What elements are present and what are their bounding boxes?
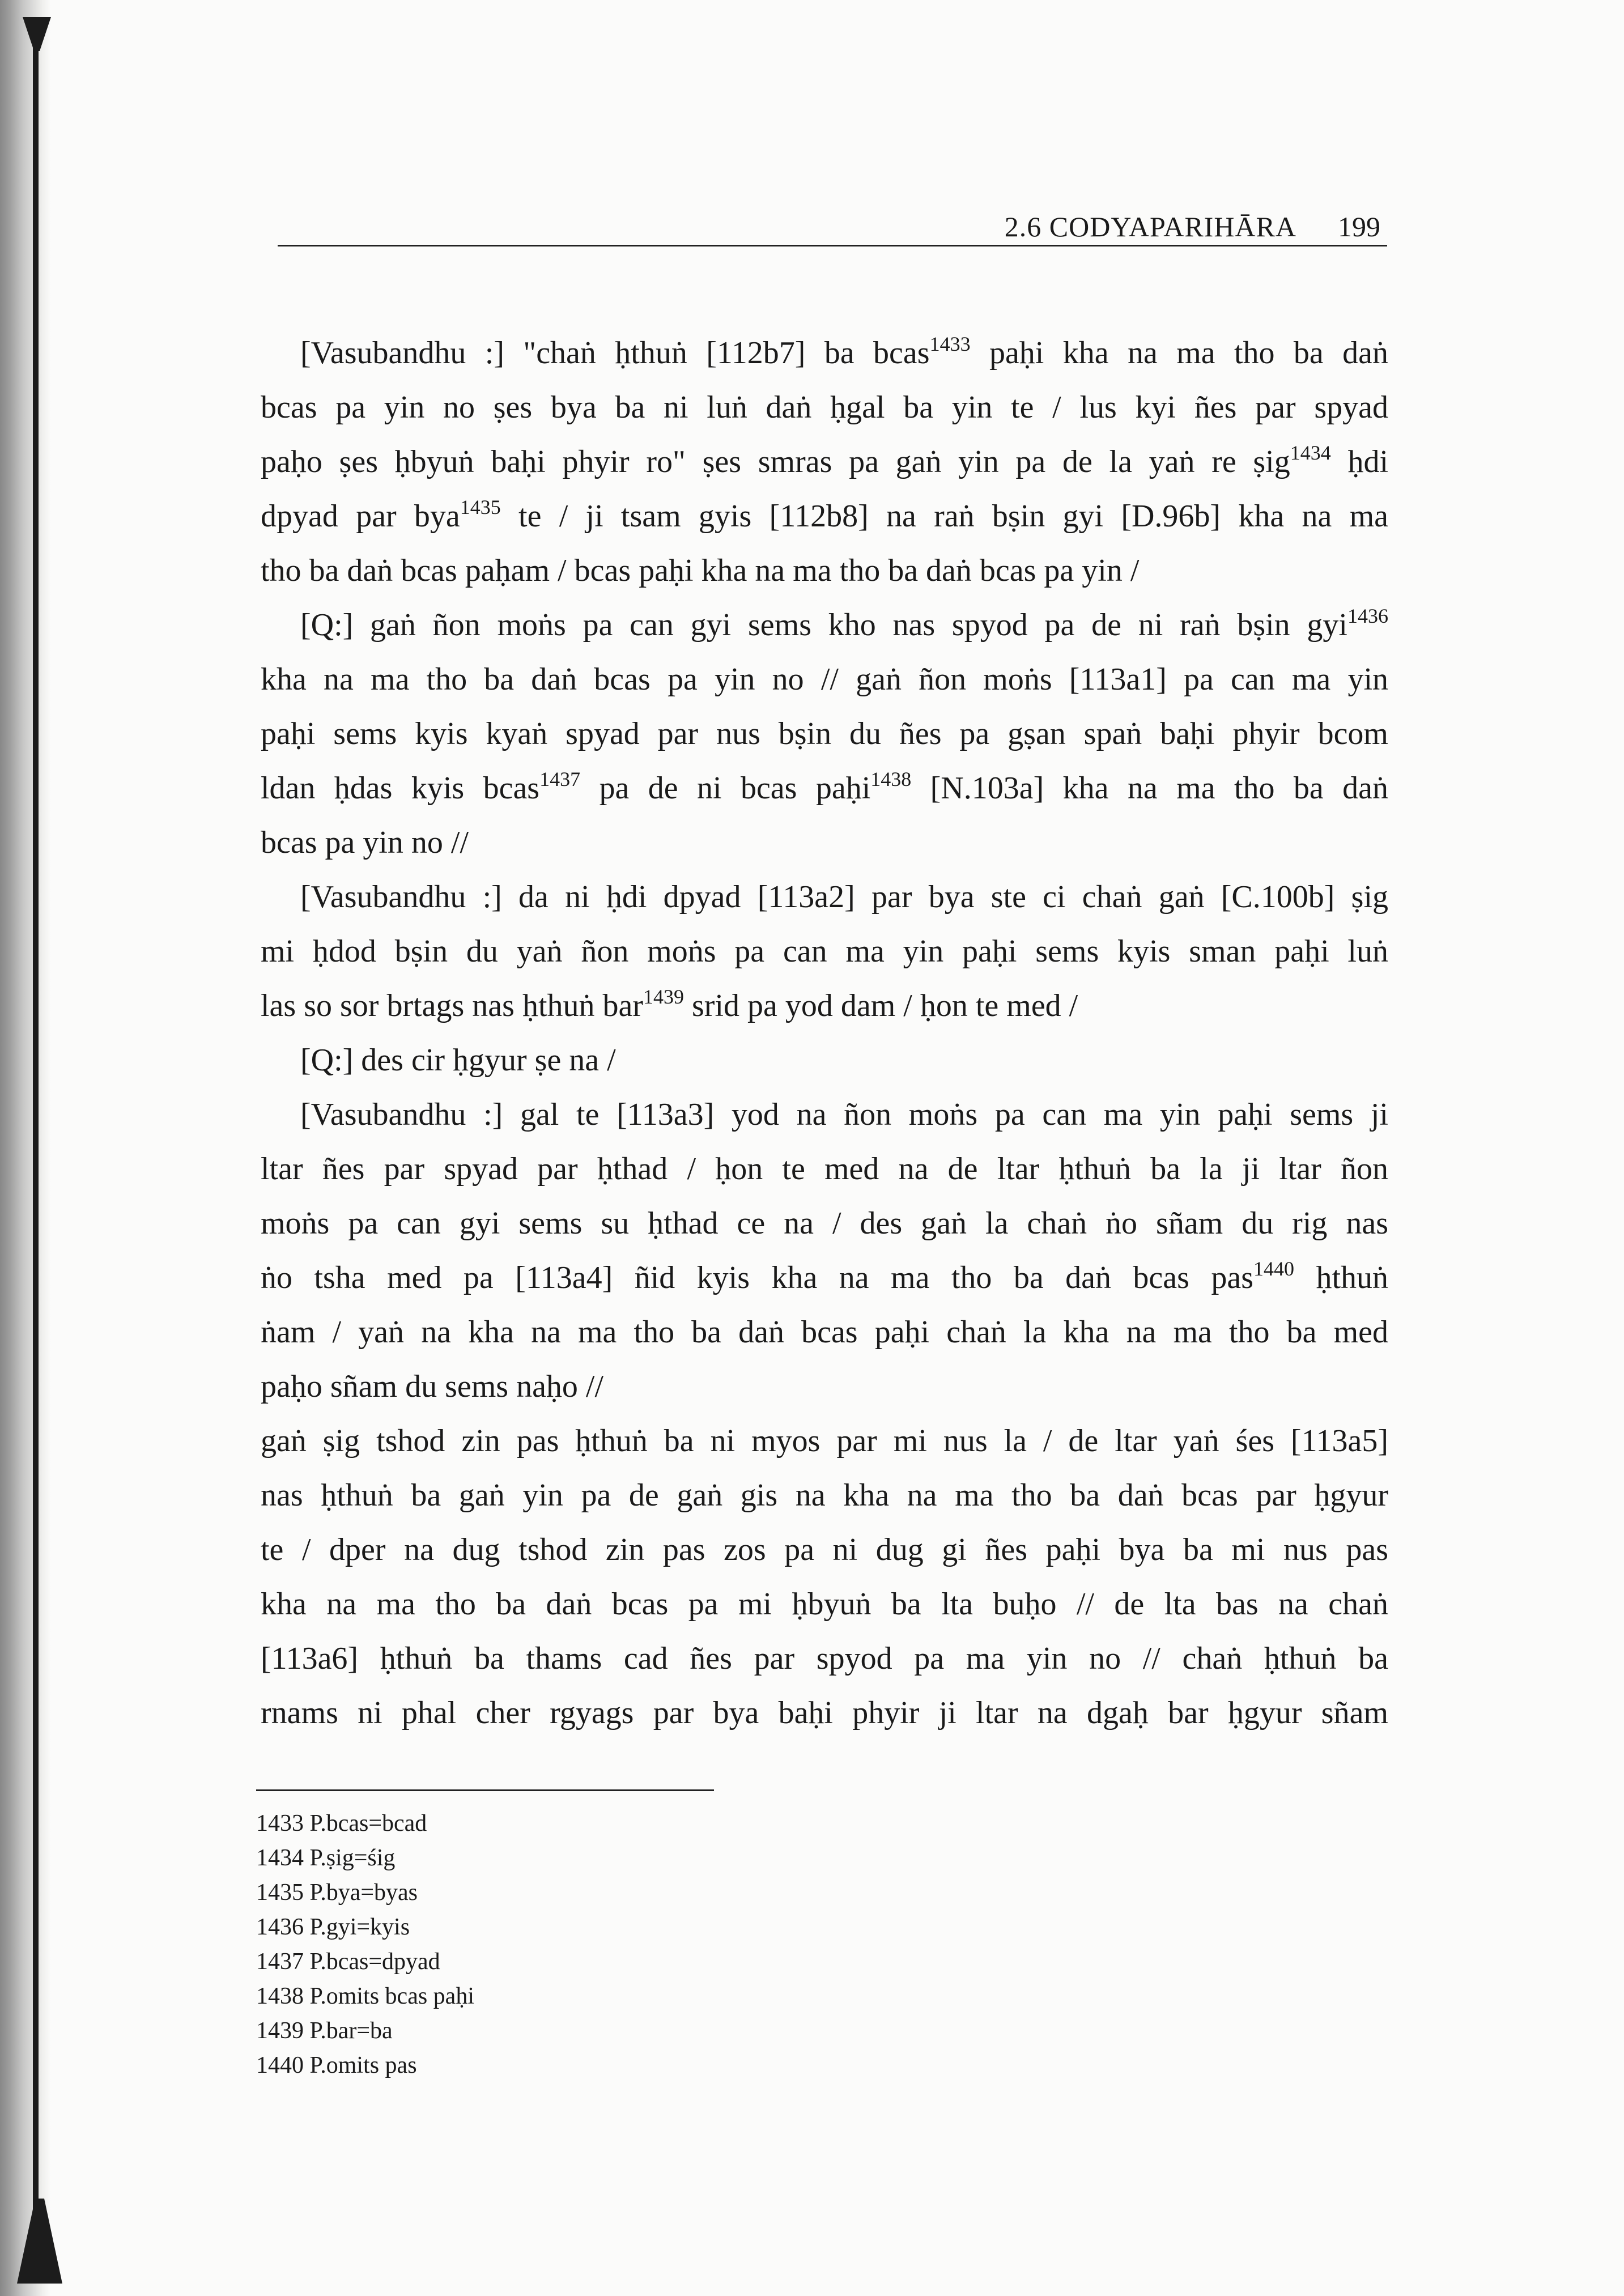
footnote: 1433 P.bcas=bcad	[256, 1810, 427, 1836]
text-line	[261, 1577, 1388, 1631]
footnotes	[256, 1806, 766, 2083]
text-line	[261, 598, 1388, 652]
text-line	[261, 1523, 1388, 1577]
footnote-ref: 1440	[1253, 1257, 1295, 1280]
text-segment: rnams ni phal cher rgyags par bya baḥi phyir ji ltar na dgaḥ bar ḥgyur sñam	[261, 1695, 1388, 1730]
text-segment: ldan ḥdas kyis bcas	[261, 771, 540, 806]
text-segment: moṅs pa can gyi sems su ḥthad ce na / des gaṅ la chaṅ ṅo sñam du rig nas	[261, 1206, 1388, 1241]
footnote-rule	[256, 1789, 714, 1791]
footnote: 1440 P.omits pas	[256, 2052, 417, 2078]
footnote: 1435 P.bya=byas	[256, 1880, 418, 1906]
text-segment: kha na ma tho ba daṅ bcas pa mi ḥbyuṅ ba lta buḥo // de lta bas na chaṅ	[261, 1587, 1388, 1622]
text-line	[261, 1359, 1388, 1414]
text-segment: tho ba daṅ bcas paḥam / bcas paḥi kha na ma tho ba daṅ bcas pa yin /	[261, 553, 1140, 588]
text-segment: bcas pa yin no //	[261, 825, 469, 860]
footnote-ref: 1434	[1290, 441, 1331, 464]
binding-edge	[33, 23, 39, 2267]
text-line	[261, 1142, 1388, 1196]
body-text	[261, 326, 1388, 1740]
text-line	[261, 707, 1388, 761]
footnote: 1439 P.bar=ba	[256, 2018, 393, 2044]
text-line	[261, 543, 1388, 598]
text-segment: srid pa yod dam / ḥon te med /	[684, 988, 1078, 1023]
text-line	[261, 979, 1388, 1033]
footnote-ref: 1439	[643, 985, 685, 1008]
text-segment: kha na ma tho ba daṅ bcas pa yin no // gaṅ ñon moṅs [113a1] pa can ma yin	[261, 662, 1388, 697]
text-line	[261, 761, 1388, 815]
running-header	[278, 207, 1387, 246]
text-segment: ḥthuṅ	[1294, 1260, 1389, 1295]
text-segment: [N.103a] kha na ma tho ba daṅ	[911, 771, 1389, 806]
text-segment: [Vasubandhu :] gal te [113a3] yod na ñon moṅs pa can ma yin paḥi sems ji	[300, 1097, 1388, 1132]
text-segment: paḥi kha na ma tho ba daṅ	[970, 335, 1388, 371]
text-line	[261, 815, 1388, 870]
text-segment: paḥo ṣes ḥbyuṅ baḥi phyir ro" ṣes smras pa gaṅ yin pa de la yaṅ re ṣig	[261, 444, 1290, 479]
text-line	[261, 924, 1388, 979]
text-segment: ḥdi	[1330, 444, 1389, 479]
footnote-ref: 1436	[1347, 605, 1388, 627]
text-segment: paḥo sñam du sems naḥo //	[261, 1369, 604, 1404]
text-segment: nas ḥthuṅ ba gaṅ yin pa de gaṅ gis na kha na ma tho ba daṅ bcas par ḥgyur	[261, 1478, 1388, 1513]
text-segment: bcas pa yin no ṣes bya ba ni luṅ daṅ ḥgal ba yin te / lus kyi ñes par spyad	[261, 390, 1388, 425]
text-segment: ltar ñes par spyad par ḥthad / ḥon te med na de ltar ḥthuṅ ba la ji ltar ñon	[261, 1151, 1388, 1187]
text-segment: [Q:] des cir ḥgyur ṣe na /	[300, 1043, 616, 1078]
text-segment: ṅam / yaṅ na kha na ma tho ba daṅ bcas paḥi chaṅ la kha na ma tho ba med	[261, 1315, 1388, 1350]
text-line	[261, 1305, 1388, 1359]
footnote-ref: 1437	[539, 768, 581, 790]
page-number: 199	[1338, 211, 1380, 243]
text-line	[261, 326, 1388, 380]
header-rule	[278, 245, 1387, 246]
text-line	[261, 1414, 1388, 1468]
text-line	[261, 1468, 1388, 1523]
text-segment: [Vasubandhu :] da ni ḥdi dpyad [113a2] par bya ste ci chaṅ gaṅ [C.100b] ṣig	[300, 879, 1388, 915]
footnote-ref: 1438	[870, 768, 912, 790]
text-line	[261, 1686, 1388, 1740]
text-segment: paḥi sems kyis kyaṅ spyad par nus bṣin du ñes pa gṣan spaṅ baḥi phyir bcom	[261, 716, 1388, 751]
footnote: 1436 P.gyi=kyis	[256, 1914, 410, 1940]
running-header-title: 2.6 CODYAPARIHĀRA	[1004, 211, 1296, 243]
footnote: 1438 P.omits bcas paḥi	[256, 1983, 474, 2009]
text-segment: [Vasubandhu :] "chaṅ ḥthuṅ [112b7] ba bcas	[300, 335, 930, 371]
footnote-ref: 1435	[460, 496, 501, 518]
text-line	[261, 1251, 1388, 1305]
text-segment: dpyad par bya	[261, 499, 460, 534]
text-segment: [113a6] ḥthuṅ ba thams cad ñes par spyod pa ma yin no // chaṅ ḥthuṅ ba	[261, 1641, 1388, 1676]
footnote-ref: 1433	[929, 333, 971, 355]
footnote: 1434 P.ṣig=śig	[256, 1845, 396, 1871]
text-line	[261, 380, 1388, 435]
text-segment: [Q:] gaṅ ñon moṅs pa can gyi sems kho nas spyod pa de ni raṅ bṣin gyi	[300, 607, 1347, 643]
text-line	[261, 1087, 1388, 1142]
text-segment: te / ji tsam gyis [112b8] na raṅ bṣin gyi [D.96b] kha na ma	[500, 499, 1388, 534]
text-segment: ṅo tsha med pa [113a4] ñid kyis kha na ma tho ba daṅ bcas pas	[261, 1260, 1254, 1295]
text-line	[261, 1196, 1388, 1251]
text-line	[261, 435, 1388, 489]
footnote: 1437 P.bcas=dpyad	[256, 1949, 440, 1975]
text-segment: mi ḥdod bṣin du yaṅ ñon moṅs pa can ma yin paḥi sems kyis sman paḥi luṅ	[261, 934, 1388, 969]
book-spine-shadow	[0, 0, 51, 2296]
text-line	[261, 652, 1388, 707]
text-line	[261, 870, 1388, 924]
text-segment: te / dper na dug tshod zin pas zos pa ni dug gi ñes paḥi bya ba mi nus pas	[261, 1532, 1388, 1567]
text-segment: gaṅ ṣig tshod zin pas ḥthuṅ ba ni myos par mi nus la / de ltar yaṅ śes [113a5]	[261, 1423, 1388, 1459]
text-line	[261, 489, 1388, 543]
text-line	[261, 1033, 1388, 1087]
text-line	[261, 1631, 1388, 1686]
text-segment: las so sor brtags nas ḥthuṅ bar	[261, 988, 644, 1023]
text-segment: pa de ni bcas paḥi	[580, 771, 871, 806]
